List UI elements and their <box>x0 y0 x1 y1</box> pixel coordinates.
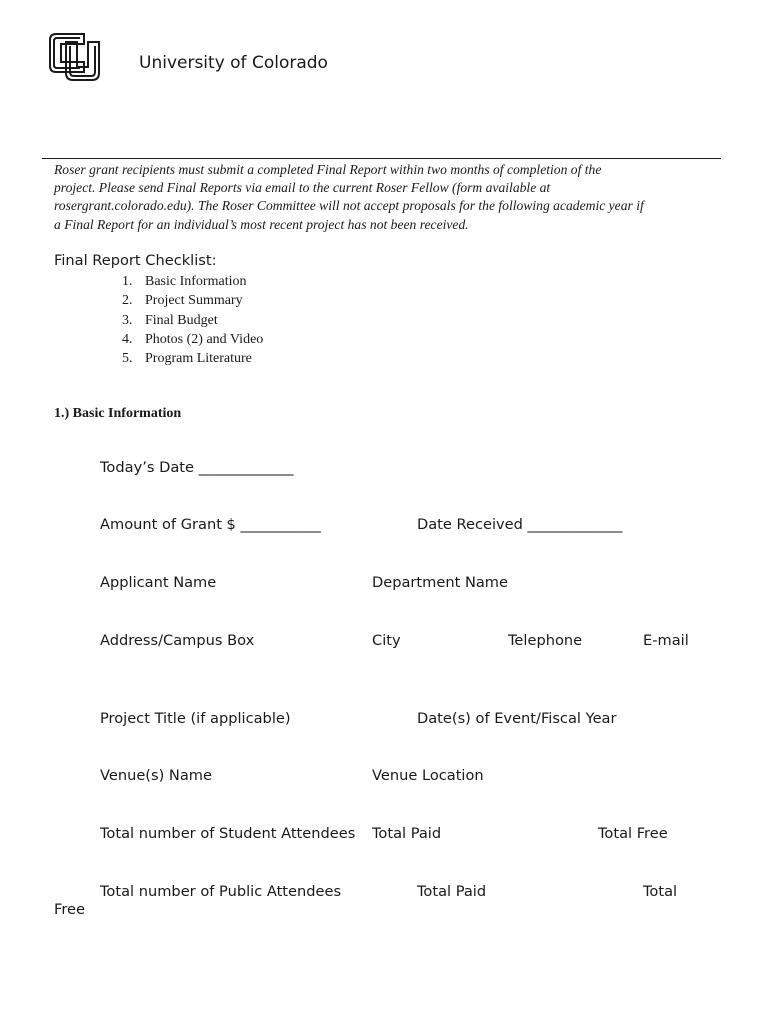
checklist-item-label: Program Literature <box>145 351 252 367</box>
student-total-free-label: Total Free <box>598 825 668 842</box>
student-attendees-label: Total number of Student Attendees <box>100 825 356 842</box>
checklist-item-label: Final Budget <box>145 312 218 328</box>
todays-date-field[interactable]: Today’s Date _____________ <box>100 459 294 476</box>
applicant-name-label: Applicant Name <box>100 574 217 591</box>
public-attendees-label: Total number of Public Attendees <box>100 883 342 900</box>
checklist-item-number: 1. <box>122 274 133 289</box>
checklist-item-number: 3. <box>122 312 133 328</box>
venue-name-label: Venue(s) Name <box>100 767 212 784</box>
checklist-item <box>122 272 263 291</box>
amount-of-grant-field[interactable]: Amount of Grant $ ___________ <box>100 516 321 533</box>
checklist-item <box>122 311 263 330</box>
email-label: E-mail <box>643 632 689 649</box>
checklist-item-number: 2. <box>122 293 133 309</box>
department-name-label: Department Name <box>372 574 509 591</box>
city-label: City <box>372 632 401 649</box>
checklist-item-label: Basic Information <box>145 274 247 289</box>
date-received-field[interactable]: Date Received _____________ <box>417 516 623 533</box>
checklist-item-label: Photos (2) and Video <box>145 331 264 347</box>
university-name: University of Colorado <box>139 53 328 73</box>
cu-monogram-logo <box>46 29 102 85</box>
checklist-item <box>122 291 263 310</box>
checklist-item-number: 5. <box>122 351 133 367</box>
intro-paragraph <box>54 161 726 234</box>
checklist-item-number: 4. <box>122 331 133 347</box>
section-heading-basic-information: 1.) Basic Information <box>54 406 182 421</box>
checklist-title: Final Report Checklist: <box>54 252 217 269</box>
intro-line: a Final Report for an individual’s most recent project has not been received. <box>54 216 469 232</box>
checklist-item-label: Project Summary <box>145 293 243 309</box>
header-divider <box>42 158 721 159</box>
public-free-label: Free <box>54 901 85 918</box>
public-total-paid-label: Total Paid <box>417 883 487 900</box>
address-label: Address/Campus Box <box>100 632 255 649</box>
checklist <box>122 272 263 368</box>
event-dates-label: Date(s) of Event/Fiscal Year <box>417 710 617 727</box>
public-total-label: Total <box>643 883 678 900</box>
checklist-item <box>122 330 263 349</box>
venue-location-label: Venue Location <box>372 767 484 784</box>
telephone-label: Telephone <box>508 632 583 649</box>
project-title-label: Project Title (if applicable) <box>100 710 291 727</box>
student-total-paid-label: Total Paid <box>372 825 442 842</box>
intro-line: Roser grant recipients must submit a completed Final Report within two months of completion of the <box>54 162 602 177</box>
intro-line: project. Please send Final Reports via email to the current Roser Fellow (form available at <box>54 180 551 196</box>
intro-line: rosergrant.colorado.edu). The Roser Committee will not accept proposals for the following academic year if <box>54 198 644 214</box>
checklist-item <box>122 349 263 368</box>
